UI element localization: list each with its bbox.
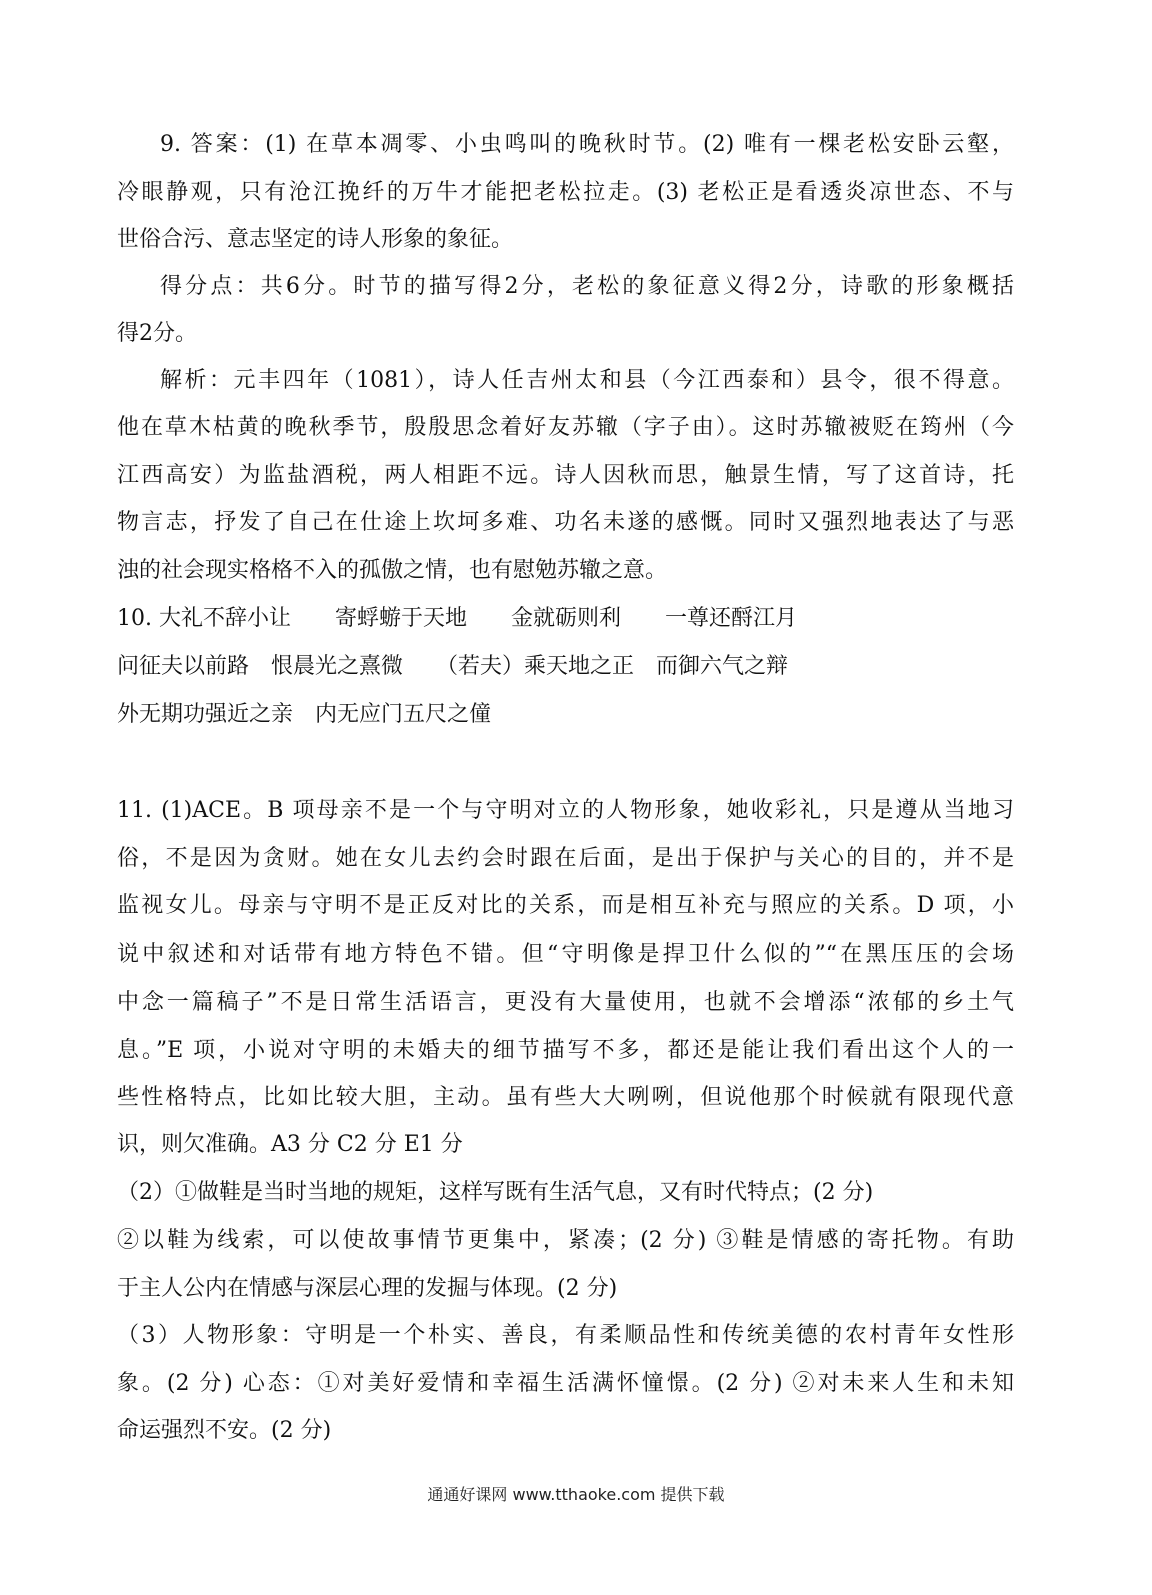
answer-9-line: 世俗合污、意志坚定的诗人形象的象征。 [117, 227, 514, 252]
answer-9-line: 冷眼静观，只有沧江挽纤的万牛才能把老松拉走。(3) 老松正是看透炎凉世态、不与 [117, 180, 1014, 205]
answer-11-3-line: 象。(2 分) 心态：①对美好爱情和幸福生活满怀憧憬。(2 分) ②对未来人生和未知 [117, 1371, 1014, 1396]
answer-11-line: 监视女儿。母亲与守明不是正反对比的关系，而是相互补充与照应的关系。D 项，小 [117, 893, 1014, 918]
answer-11-2-line: （2）①做鞋是当时当地的规矩，这样写既有生活气息，又有时代特点；(2 分) [117, 1180, 874, 1205]
analysis-line: 物言志，抒发了自己在仕途上坎坷多难、功名未遂的感慨。同时又强烈地表达了与恶 [117, 510, 1014, 535]
answer-11-line: 11. (1)ACE。B 项母亲不是一个与守明对立的人物形象，她收彩礼，只是遵从当地习 [117, 798, 1014, 823]
answer-11-line: 识，则欠准确。A3 分 C2 分 E1 分 [117, 1132, 463, 1157]
scoring-line: 得分点：共6分。时节的描写得2分，老松的象征意义得2分，诗歌的形象概括 [160, 274, 1014, 299]
page-footer: 通通好课网 www.tthaoke.com 提供下载 [427, 1485, 725, 1504]
answer-10-line: 问征夫以前路 恨晨光之熹微 （若夫）乘天地之正 而御六气之辩 [117, 654, 789, 679]
scoring-line: 得2分。 [117, 321, 197, 346]
answer-10-line: 10. 大礼不辞小让 寄蜉蝣于天地 金就砺则利 一尊还酹江月 [117, 606, 797, 631]
answer-11-3-line: 命运强烈不安。(2 分) [117, 1418, 332, 1443]
answer-11-2-line: 于主人公内在情感与深层心理的发掘与体现。(2 分) [117, 1276, 618, 1301]
analysis-line: 浊的社会现实格格不入的孤傲之情，也有慰勉苏辙之意。 [117, 558, 668, 583]
answer-11-line: 中念一篇稿子”不是日常生活语言，更没有大量使用，也就不会增添“浓郁的乡土气 [117, 990, 1014, 1015]
answer-9-line: 9. 答案：(1) 在草本凋零、小虫鸣叫的晚秋时节。(2) 唯有一棵老松安卧云壑， [160, 132, 1014, 157]
analysis-line: 他在草木枯黄的晚秋季节，殷殷思念着好友苏辙（字子由）。这时苏辙被贬在筠州（今 [117, 415, 1014, 440]
answer-10-line: 外无期功强近之亲 内无应门五尺之僮 [117, 702, 492, 727]
analysis-line: 江西高安）为监盐酒税，两人相距不远。诗人因秋而思，触景生情，写了这首诗，托 [117, 463, 1014, 488]
answer-11-line: 说中叙述和对话带有地方特色不错。但“守明像是捍卫什么似的”“在黑压压的会场 [117, 942, 1014, 967]
analysis-line: 解析：元丰四年（1081），诗人任吉州太和县（今江西泰和）县令，很不得意。 [160, 368, 1014, 393]
answer-11-line: 俗，不是因为贪财。她在女儿去约会时跟在后面，是出于保护与关心的目的，并不是 [117, 846, 1014, 871]
answer-11-line: 息。”E 项，小说对守明的未婚夫的细节描写不多，都还是能让我们看出这个人的一 [117, 1038, 1014, 1063]
answer-11-3-line: （3）人物形象：守明是一个朴实、善良，有柔顺品性和传统美德的农村青年女性形 [117, 1323, 1014, 1348]
answer-11-line: 些性格特点，比如比较大胆，主动。虽有些大大咧咧，但说他那个时候就有限现代意 [117, 1085, 1014, 1110]
answer-11-2-line: ②以鞋为线索，可以使故事情节更集中，紧凑；(2 分) ③鞋是情感的寄托物。有助 [117, 1228, 1014, 1253]
